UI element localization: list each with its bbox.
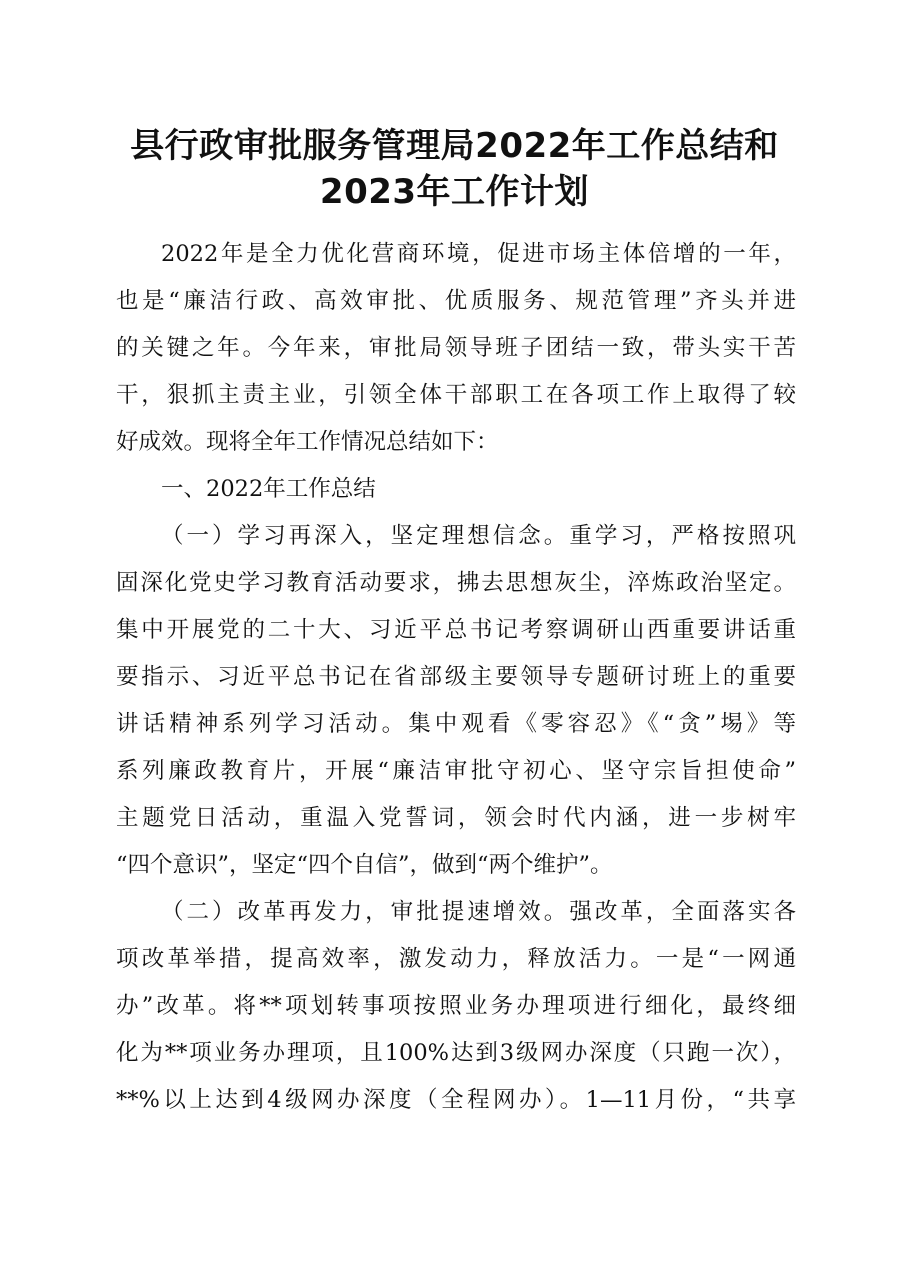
- body-line: 也是“廉洁行政、高效审批、优质服务、规范管理”齐头并进: [116, 288, 796, 314]
- body-line: 主题党日活动，重温入党誓词，领会时代内涵，进一步树牢: [116, 805, 796, 831]
- body-line: “四个意识”，坚定“四个自信”，做到“两个维护”。: [116, 852, 613, 878]
- document-title-line-2: 2023年工作计划: [319, 172, 590, 212]
- document-title-line-1: 县行政审批服务管理局2022年工作总结和: [130, 126, 779, 166]
- body-line: （二）改革再发力，审批提速增效。强改革，全面落实各: [161, 899, 796, 925]
- body-line: 系列廉政教育片，开展“廉洁审批守初心、坚守宗旨担使命”: [116, 758, 796, 784]
- body-line: 好成效。现将全年工作情况总结如下：: [116, 429, 499, 455]
- body-line: 干，狠抓主责主业，引领全体干部职工在各项工作上取得了较: [116, 382, 796, 408]
- body-line: 要指示、习近平总书记在省部级主要领导专题研讨班上的重要: [116, 664, 796, 690]
- body-line: 办”改革。将**项划转事项按照业务办理项进行细化，最终细: [116, 993, 796, 1019]
- body-line: 项改革举措，提高效率，激发动力，释放活力。一是“一网通: [116, 946, 796, 972]
- body-line: 2022年是全力优化营商环境，促进市场主体倍增的一年，: [161, 241, 796, 267]
- body-line: （一）学习再深入，坚定理想信念。重学习，严格按照巩: [161, 523, 796, 549]
- body-line: 集中开展党的二十大、习近平总书记考察调研山西重要讲话重: [116, 617, 796, 643]
- section-heading: 一、2022年工作总结: [161, 476, 376, 502]
- body-line: 固深化党史学习教育活动要求，拂去思想灰尘，淬炼政治坚定。: [116, 570, 796, 596]
- body-line: **%以上达到4级网办深度（全程网办）。1—11月份，“共享: [116, 1087, 796, 1113]
- body-line: 的关键之年。今年来，审批局领导班子团结一致，带头实干苦: [116, 335, 796, 361]
- body-line: 讲话精神系列学习活动。集中观看《零容忍》《“贪”埸》等: [116, 711, 796, 737]
- body-line: 化为**项业务办理项，且100%达到3级网办深度（只跑一次），: [116, 1040, 796, 1066]
